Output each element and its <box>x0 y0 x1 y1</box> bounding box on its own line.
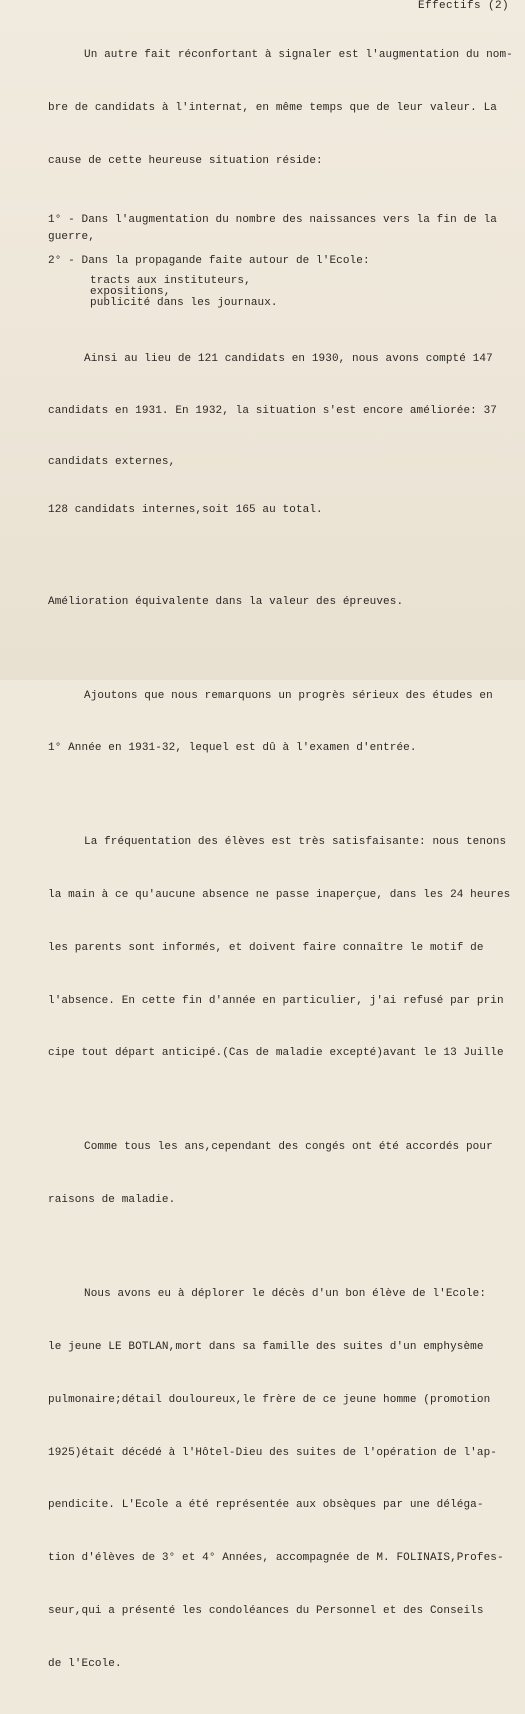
text-line: Ainsi au lieu de 121 candidats en 1930, nous avons compté 147 <box>84 352 493 365</box>
text-line: de l'Ecole. <box>48 1657 122 1670</box>
text-line: 2° - Dans la propagande faite autour de l'Ecole: <box>48 254 370 267</box>
list-item-2 <box>48 253 510 271</box>
text-line: l'absence. En cette fin d'année en particulier, j'ai refusé par prin <box>48 994 504 1007</box>
sublist-line: publicité dans les journaux. <box>90 297 278 310</box>
text-line: cipe tout départ anticipé.(Cas de maladie excepté)avant le 13 Juille <box>48 1047 504 1060</box>
text-line: candidats externes, <box>48 456 176 469</box>
text-line: 128 candidats internes,soit 165 au total. <box>48 504 323 517</box>
text-line: 1925)était décédé à l'Hôtel-Dieu des suites de l'opération de l'ap- <box>48 1446 497 1459</box>
paragraph-7 <box>48 1251 510 1708</box>
paragraph-5 <box>48 799 510 1098</box>
text-line: raisons de maladie. <box>48 1194 176 1207</box>
text-line: Comme tous les ans,cependant des congés ont été accordés pour <box>84 1141 493 1154</box>
text-line: les parents sont informés, et doivent faire connaître le motif de <box>48 941 484 954</box>
text-line: le jeune LE BOTLAN,mort dans sa famille des suites d'un emphysème <box>48 1340 484 1353</box>
document-body <box>48 12 513 1714</box>
paragraph-2 <box>48 315 510 552</box>
paragraph-1 <box>48 12 513 206</box>
text-line: Un autre fait réconfortant à signaler est l'augmentation du nom- <box>84 49 513 62</box>
list-item-1 <box>48 212 510 247</box>
text-line: Amélioration équivalente dans la valeur des épreuves. <box>48 595 404 608</box>
text-line: bre de candidats à l'internat, en même temps que de leur valeur. La <box>48 101 497 114</box>
text-line: La fréquentation des élèves est très satisfaisante: nous tenons <box>84 836 507 849</box>
text-line: 1° - Dans l'augmentation du nombre des naissances vers la fin de la <box>48 213 497 226</box>
text-line: la main à ce qu'aucune absence ne passe inaperçue, dans les 24 heures <box>48 889 511 902</box>
text-line: 1° Année en 1931-32, lequel est dû à l'examen d'entrée. <box>48 742 417 755</box>
propaganda-sublist <box>90 276 510 309</box>
text-line: seur,qui a présenté les condoléances du Personnel et des Conseils <box>48 1604 484 1617</box>
text-line: pendicite. L'Ecole a été représentée aux obsèques par une déléga- <box>48 1499 484 1512</box>
paragraph-6 <box>48 1104 510 1245</box>
sublist-line: tracts aux instituteurs, <box>90 275 251 288</box>
page-header-label: Effectifs (2) <box>417 0 509 12</box>
text-line: guerre, <box>48 231 95 244</box>
text-line: tion d'élèves de 3° et 4° Années, accompagnée de M. FOLINAIS,Profes- <box>48 1552 504 1565</box>
text-line: cause de cette heureuse situation réside: <box>48 154 323 167</box>
text-line: Nous avons eu à déplorer le décès d'un bon élève de l'Ecole: <box>84 1288 487 1301</box>
text-line: candidats en 1931. En 1932, la situation s'est encore améliorée: 37 <box>48 405 497 418</box>
text-line: Ajoutons que nous remarquons un progrès sérieux des études en <box>84 689 493 702</box>
paragraph-4 <box>48 652 510 793</box>
sublist-line: expositions, <box>90 286 171 299</box>
paragraph-3 <box>48 558 510 646</box>
text-line: pulmonaire;détail douloureux,le frère de ce jeune homme (promotion <box>48 1393 491 1406</box>
